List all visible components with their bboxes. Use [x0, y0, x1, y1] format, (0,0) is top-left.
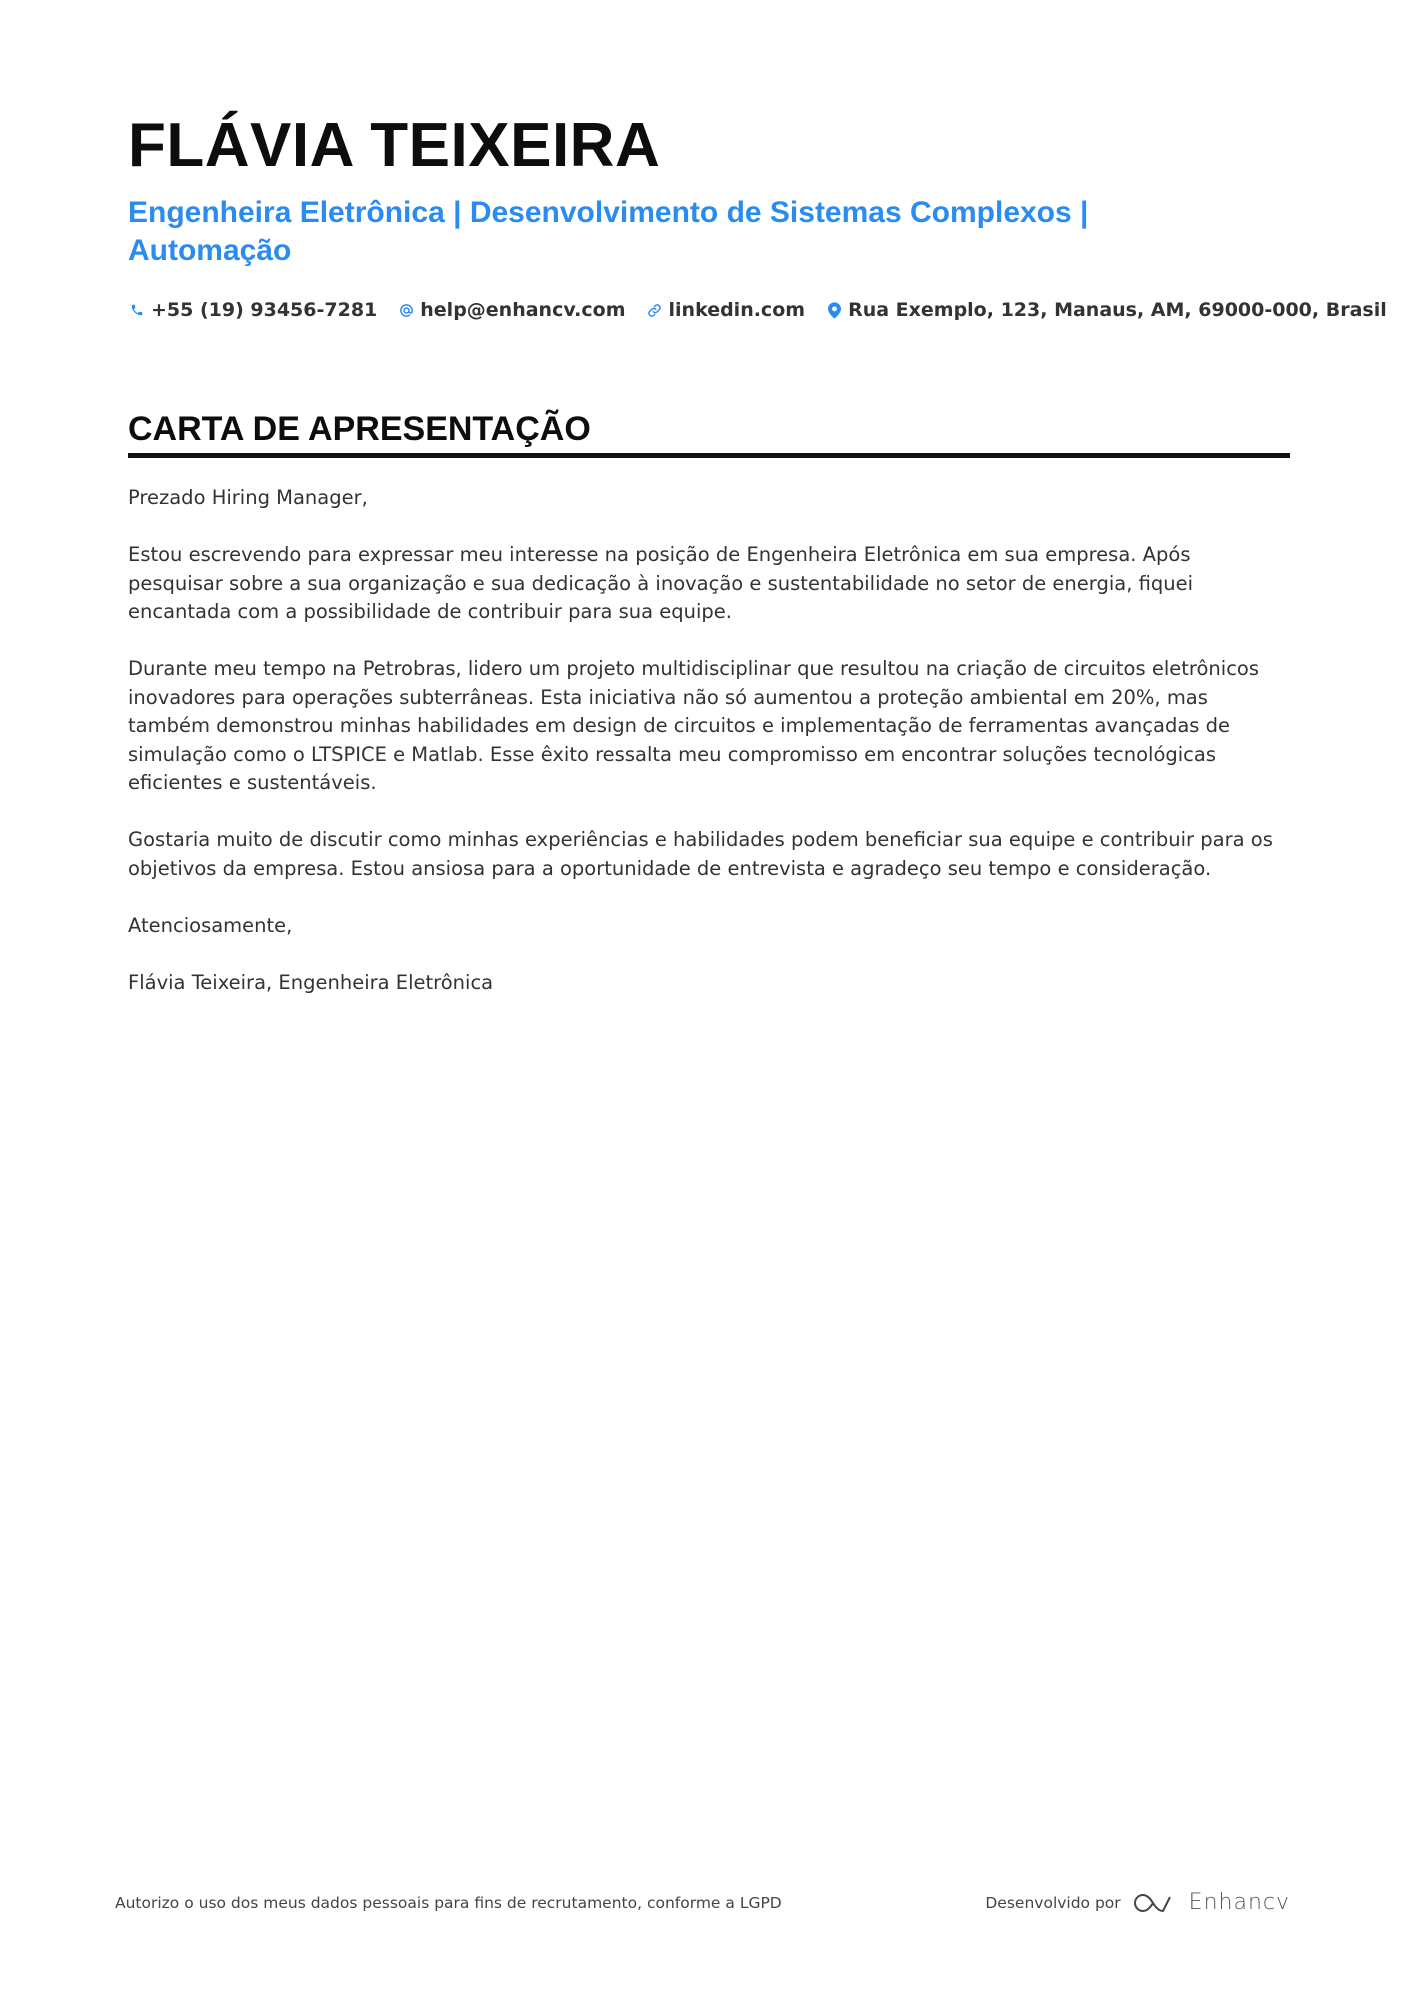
- contact-bar: [128, 299, 1387, 321]
- letter-paragraph-2: Durante meu tempo na Petrobras, lidero um projeto multidisciplinar que resultou na criação de circuitos eletrônicos inovadores para operações subterrâneas. Esta iniciativa não só aumentou a proteção ambiental em 20%, mas também demonstrou minhas habilidades em design de circuitos e implementação de ferramentas avançadas de simulação como o LTSPICE e Matlab. Esse êxito ressalta meu compromisso em encontrar soluções tecnológicas eficientes e sustentáveis.: [128, 657, 1259, 794]
- link-icon: [646, 300, 664, 320]
- section-title-cover-letter: CARTA DE APRESENTAÇÃO: [128, 409, 1290, 458]
- letter-signature: Flávia Teixeira, Engenheira Eletrônica: [128, 970, 494, 994]
- candidate-name: FLÁVIA TEIXEIRA: [128, 111, 661, 180]
- at-icon: [397, 300, 415, 320]
- letter-greeting: Prezado Hiring Manager,: [128, 486, 368, 509]
- letter-closing: Atenciosamente,: [128, 913, 293, 937]
- lgpd-consent-text: Autorizo o uso dos meus dados pessoais para fins de recrutamento, conforme a LGPD: [115, 1893, 782, 1912]
- letter-paragraph-1: Estou escrevendo para expressar meu interesse na posição de Engenheira Eletrônica em sua empresa. Após pesquisar sobre a sua organização e sua dedicação à inovação e sustentabilidade no setor de energia, fiquei encantada com a possibilidade de contribuir para sua equipe.: [128, 543, 1194, 623]
- resume-page: [128, 108, 1387, 1026]
- contact-link[interactable]: [646, 299, 806, 321]
- powered-by-label: Desenvolvido por: [985, 1893, 1121, 1912]
- letter-paragraph-3: Gostaria muito de discutir como minhas experiências e habilidades podem beneficiar sua equipe e contribuir para os objetivos da empresa. Estou ansiosa para a oportunidade de entrevista e agradeço seu tempo e consideração.: [128, 828, 1273, 880]
- contact-email[interactable]: [397, 299, 625, 321]
- enhancv-logo-icon: [1133, 1891, 1179, 1915]
- contact-link-text: linkedin.com: [668, 299, 806, 321]
- candidate-headline: Engenheira Eletrônica | Desenvolvimento de Sistemas Complexos | Automação: [128, 196, 1089, 267]
- powered-by[interactable]: [985, 1890, 1290, 1915]
- contact-email-text: help@enhancv.com: [420, 299, 626, 321]
- contact-phone-text: +55 (19) 93456-7281: [151, 299, 378, 321]
- contact-address-text: Rua Exemplo, 123, Manaus, AM, 69000-000, Brasil: [848, 299, 1387, 321]
- cover-letter-body: [128, 484, 1290, 997]
- enhancv-brand-name: Enhancv: [1188, 1890, 1290, 1915]
- location-pin-icon: [825, 300, 843, 320]
- contact-address: [825, 299, 1387, 321]
- contact-phone[interactable]: [128, 299, 377, 321]
- page-footer: [115, 1890, 1290, 1915]
- phone-icon: [128, 300, 146, 320]
